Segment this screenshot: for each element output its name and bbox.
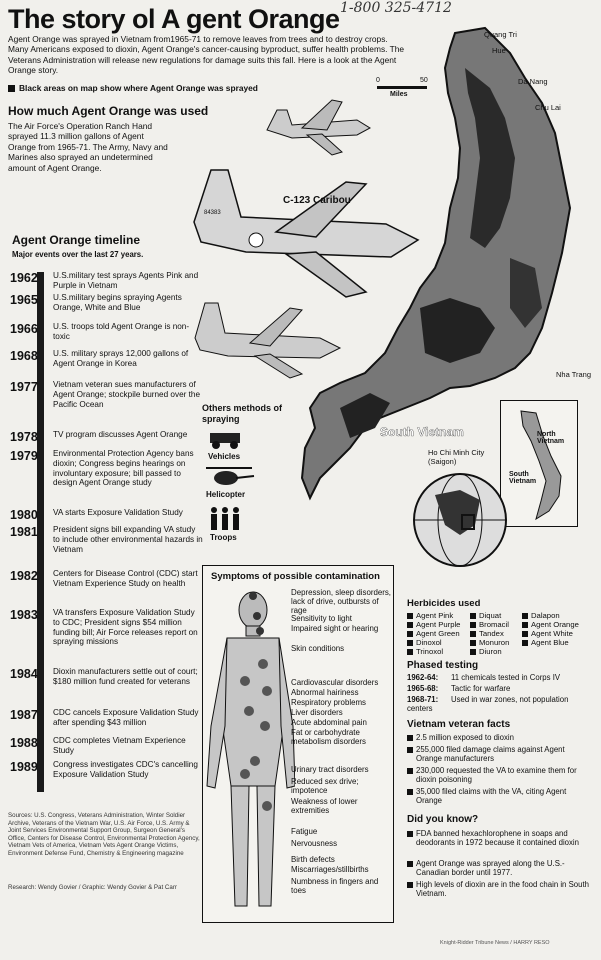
- map-region-label: South Vietnam: [380, 425, 464, 439]
- symptom-item: Abnormal hairiness: [291, 688, 359, 697]
- sources-text: Sources: U.S. Congress, Veterans Administration, Winter Soldier Archive, Veterans of the Vietnam War, U.S. Air Force, U.S. Army & Joint Services Environmental Support Group, Surgeon General's Office, Centers for Disease Control, Environmental Protection Agency, Vietnam Vets of America, Vietnam Vets Agent Orange Victims, Environment Defense Fund, Chemistry & Engineering magazine: [8, 812, 200, 857]
- bullet-icon: [470, 613, 476, 619]
- aircraft-small-icon: [262, 90, 377, 160]
- herbicide-name: Agent Blue: [531, 638, 569, 648]
- timeline-text: VA starts Exposure Validation Study: [53, 508, 183, 517]
- tail-number: 84383: [204, 210, 221, 216]
- symptom-item: Reduced sex drive; impotence: [291, 777, 359, 796]
- timeline-year: 1982: [10, 569, 38, 583]
- timeline-text: VA transfers Exposure Validation Study to CDC; President signs $54 million funding bill; Air Force releases report on spraying missions: [53, 608, 198, 647]
- timeline-text: Centers for Disease Control (CDC) start Vietnam Experience Study on health: [53, 569, 198, 588]
- timeline-text: CDC completes Vietnam Experience Study: [53, 736, 186, 755]
- map-legend-note: [8, 83, 258, 93]
- timeline-year: 1968: [10, 349, 38, 363]
- herbicide-item: [407, 611, 460, 620]
- herbicide-name: Tandex: [479, 629, 504, 639]
- herbicide-item: [407, 647, 460, 656]
- timeline-year: 1983: [10, 608, 38, 622]
- symptom-item: Miscarriages/stillbirths: [291, 865, 369, 874]
- herbicide-item: [522, 638, 579, 647]
- timeline-heading: Agent Orange timeline: [12, 233, 141, 247]
- inset-north-label: North Vietnam: [537, 431, 565, 445]
- timeline-year: 1988: [10, 736, 38, 750]
- fact-item: 2.5 million exposed to dioxin: [407, 733, 592, 742]
- city-saigon: Ho Chi Minh City (Saigon): [428, 448, 485, 466]
- method-helicopter: Helicopter: [206, 490, 246, 499]
- symptom-item: Respiratory problems: [291, 698, 366, 707]
- herbicide-name: Dalapon: [531, 611, 560, 620]
- city-hue: Hue: [492, 46, 506, 55]
- herbicide-name: Agent Orange: [531, 620, 579, 630]
- fact-item: 230,000 requested the VA to examine them for dioxin poisoning: [407, 766, 592, 784]
- credits-text: Research: Wendy Govier / Graphic: Wendy Govier & Pat Carr: [8, 884, 177, 891]
- city-chu-lai: Chu Lai: [535, 103, 561, 112]
- bullet-icon: [522, 631, 528, 637]
- vehicle-icon: [206, 425, 246, 451]
- timeline-year: 1981: [10, 525, 38, 539]
- symptom-item: Birth defects: [291, 855, 335, 864]
- timeline-text: Environmental Protection Agency bans dioxin; Congress begins hearings on involuntary exposure; bill passed to design Agent Orange study: [53, 449, 194, 488]
- herbicide-name: Agent Purple: [416, 620, 461, 630]
- herbicides-heading: Herbicides used: [407, 598, 481, 609]
- timeline-year: 1978: [10, 430, 38, 444]
- page-title: The story ol A gent Orange: [8, 4, 340, 34]
- phased-row: [407, 673, 592, 682]
- timeline-year: 1979: [10, 449, 38, 463]
- phased-heading: Phased testing: [407, 660, 479, 671]
- timeline-year: 1965: [10, 293, 38, 307]
- herbicide-name: Dinoxol: [416, 638, 442, 648]
- timeline-text: U.S.military test sprays Agents Pink and Purple in Vietnam: [53, 271, 199, 290]
- timeline-text: U.S.military begins spraying Agents Orange, White and Blue: [53, 293, 182, 312]
- didyouknow-heading: Did you know?: [407, 814, 479, 825]
- phased-years: 1965-68:: [407, 684, 439, 693]
- bullet-icon: [407, 622, 413, 628]
- herbicide-name: Trinoxol: [416, 647, 444, 657]
- herbicide-name: Diquat: [479, 611, 502, 620]
- bullet-icon: [470, 649, 476, 655]
- usage-heading: How much Agent Orange was used: [8, 104, 209, 118]
- herbicide-item: [470, 620, 509, 629]
- timeline-text: TV program discusses Agent Orange: [53, 430, 188, 439]
- symptom-item: Impaired sight or hearing: [291, 624, 379, 633]
- symptom-item: Liver disorders: [291, 708, 343, 717]
- black-square-icon: [8, 85, 15, 92]
- timeline-text: CDC cancels Exposure Validation Study after spending $43 million: [53, 708, 199, 727]
- timeline-year: 1962: [10, 271, 38, 285]
- herbicide-item: [470, 647, 509, 656]
- bullet-icon: [407, 649, 413, 655]
- handwritten-phone-note: 1-800 325-4712: [340, 0, 452, 16]
- bullet-icon: [407, 640, 413, 646]
- bullet-icon: [470, 631, 476, 637]
- timeline-text: President signs bill expanding VA study to include other environmental hazards in Vietnam: [53, 525, 203, 554]
- facts-heading: Vietnam veteran facts: [407, 719, 511, 730]
- fact-item: 255,000 filed damage claims against Agent Orange manufacturers: [407, 745, 592, 763]
- scale-unit: Miles: [390, 91, 408, 98]
- scale-max: 50: [420, 77, 428, 84]
- herbicide-column: [522, 611, 579, 647]
- herbicide-column: [407, 611, 460, 656]
- bullet-icon: [470, 640, 476, 646]
- timeline-text: U.S. troops told Agent Orange is non-toxic: [53, 322, 190, 341]
- symptom-item: Numbness in fingers and toes: [291, 877, 379, 896]
- inset-south-label: South Vietnam: [509, 471, 537, 485]
- herbicide-item: [522, 629, 579, 638]
- scale-min: 0: [376, 77, 380, 84]
- herbicide-item: [407, 629, 460, 638]
- herbicide-name: Agent Pink: [416, 611, 454, 620]
- map-legend-text: Black areas on map show where Agent Orange was sprayed: [19, 83, 258, 93]
- timeline-text: Vietnam veteran sues manufacturers of Agent Orange; stockpile burned over the Pacific Ocean: [53, 380, 201, 409]
- city-da-nang: Da Nang: [518, 77, 548, 86]
- timeline-subheading: Major events over the last 27 years.: [12, 250, 144, 259]
- bullet-icon: [522, 613, 528, 619]
- intro-text: Agent Orange was sprayed in Vietnam from1965-71 to remove leaves from trees and to destroy crops. Many Americans exposed to dioxin, Agent Orange's cancer-causing byproduct, suffer health problems. The Veterans Administration will release new regulations for damage suits this fall. Here is a look at the Agent Orange story.: [8, 34, 405, 75]
- scale-bar: [377, 86, 427, 89]
- timeline-year: 1987: [10, 708, 38, 722]
- fact-item: 35,000 filed claims with the VA, citing Agent Orange: [407, 787, 592, 805]
- timeline-text: Congress investigates CDC's cancelling Exposure Validation Study: [53, 760, 198, 779]
- symptom-item: Nervousness: [291, 839, 338, 848]
- city-nha-trang: Nha Trang: [556, 370, 592, 379]
- symptom-item: Acute abdominal pain: [291, 718, 367, 727]
- bullet-icon: [470, 622, 476, 628]
- globe-icon: [405, 470, 515, 570]
- symptoms-box: [202, 565, 394, 923]
- bullet-icon: [522, 640, 528, 646]
- aircraft-medium-icon: [190, 298, 345, 380]
- city-quang-tri: Quang Tri: [484, 30, 517, 39]
- herbicide-name: Diuron: [479, 647, 502, 657]
- bullet-icon: [522, 622, 528, 628]
- timeline-year: 1966: [10, 322, 38, 336]
- herbicide-item: [522, 611, 579, 620]
- didyouknow-item: Agent Orange was sprayed along the U.S.-Canadian border until 1977.: [407, 859, 592, 877]
- phased-years: 1968-71:: [407, 695, 439, 704]
- phased-text: Used in war zones, not population centers: [407, 695, 569, 714]
- herbicide-item: [470, 611, 509, 620]
- symptom-item: Fat or carbohydrate metabolism disorders: [291, 728, 366, 747]
- symptom-item: Sensitivity to light: [291, 614, 352, 623]
- method-vehicles: Vehicles: [208, 452, 241, 461]
- bullet-icon: [407, 631, 413, 637]
- herbicide-name: Monuron: [479, 638, 510, 648]
- method-troops: Troops: [210, 533, 237, 542]
- herbicide-item: [407, 638, 460, 647]
- troops-icon: [208, 506, 244, 532]
- aircraft-large-icon: [186, 162, 426, 302]
- herbicide-name: Bromacil: [479, 620, 509, 630]
- symptom-item: Fatigue: [291, 827, 318, 836]
- timeline-year: 1977: [10, 380, 38, 394]
- human-figure-icon: [205, 586, 295, 920]
- herbicide-item: [470, 629, 509, 638]
- herbicide-item: [470, 638, 509, 647]
- timeline-year: 1984: [10, 667, 38, 681]
- herbicide-name: Agent White: [531, 629, 573, 639]
- phased-row: [407, 695, 592, 713]
- herbicide-item: [407, 620, 460, 629]
- bullet-icon: [407, 613, 413, 619]
- timeline-text: Dioxin manufacturers settle out of court; $180 million fund created for veterans: [53, 667, 198, 686]
- symptom-item: Urinary tract disorders: [291, 765, 369, 774]
- herbicide-column: [470, 611, 509, 656]
- didyouknow-item: High levels of dioxin are in the food chain in South Vietnam.: [407, 880, 592, 898]
- aircraft-label: C-123 Caribou: [283, 195, 351, 206]
- didyouknow-item: FDA banned hexachlorophene in soaps and deodorants in 1972 because it contained dioxin: [407, 829, 592, 847]
- phased-text: Tactic for warfare: [451, 684, 511, 693]
- phased-text: 11 chemicals tested in Corps IV: [451, 673, 561, 682]
- symptom-item: Cardiovascular disorders: [291, 678, 379, 687]
- herbicide-item: [522, 620, 579, 629]
- herbicide-name: Agent Green: [416, 629, 460, 639]
- phased-years: 1962-64:: [407, 673, 439, 682]
- symptoms-heading: Symptoms of possible contamination: [211, 571, 380, 582]
- timeline-year: 1989: [10, 760, 38, 774]
- helicopter-icon: [206, 464, 256, 488]
- symptom-item: Depression, sleep disorders, lack of drive, outbursts of rage: [291, 588, 391, 616]
- symptom-item: Skin conditions: [291, 644, 345, 653]
- usage-text: The Air Force's Operation Ranch Hand sprayed 11.3 million gallons of Agent Orange from 1965-71. The Army, Navy and Marines also sprayed an undetermined amount of Agent Orange.: [8, 121, 168, 173]
- phased-row: [407, 684, 592, 693]
- timeline-year: 1980: [10, 508, 38, 522]
- footer-credit: Knight-Ridder Tribune News / HARRY RESO: [440, 940, 550, 946]
- symptom-item: Weakness of lower extremities: [291, 797, 358, 816]
- methods-heading: Others methods of spraying: [202, 403, 283, 424]
- timeline-text: U.S. military sprays 12,000 gallons of Agent Orange in Korea: [53, 349, 189, 368]
